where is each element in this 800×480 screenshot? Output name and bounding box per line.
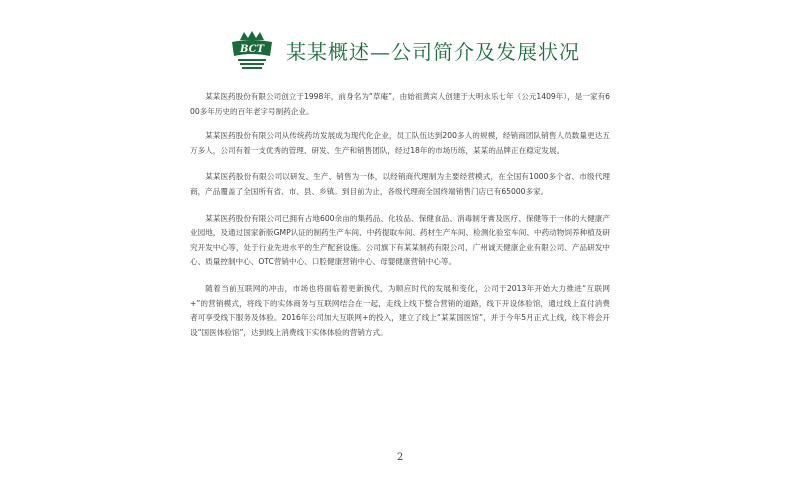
bct-logo xyxy=(228,30,276,70)
paragraph-distribution: 某某医药股份有限公司以研发、生产、销售为一体，以经销商代理制为主要经营模式，在全国有1000多个省、市级代理商，产品覆盖了全国所有省、市、县、乡镇。到目前为止，各级代理商全国终端销售门店已有65000多家。 xyxy=(190,172,610,196)
logo-text: BCT xyxy=(239,44,265,55)
page-header xyxy=(228,30,580,70)
paragraph-team: 某某医药股份有限公司从传统药坊发展成为现代化企业，员工队伍达到200多人的规模，经销商团队销售人员数量更达五万多人，公司有着一支优秀的管理、研发、生产和销售团队，经过18年的市场历练，某某的品牌正在稳定发展。 xyxy=(190,131,610,155)
bct-crest-icon xyxy=(228,30,276,70)
paragraph-facilities: 某某医药股份有限公司已拥有占地600余亩的集药品、化妆品、保健食品、消毒制牙膏及医疗、保健等于一体的大健康产业园地，及通过国家新版GMP认证的制药生产车间、中药提取车间、药材生产车间、检测化验室车间、中药动物饲养种植及研究开发中心等，处于行业先进水平的生产配套设施。公司旗下有某某制药有限公司、广州诚天健康企业有限公司、产品研发中心、质量控制中心、OTC营销中心、口腔健康营销中心、母婴健康营销中心等。 xyxy=(190,213,610,267)
page-number: 2 xyxy=(396,452,404,463)
page-title: 某某概述—公司简介及发展状况 xyxy=(286,39,580,64)
paragraph-internet-strategy: 随着当前互联网的冲击，市场也将面临着更新换代，为顺应时代的发展和变化，公司于2013年开始大力推进“互联网+”的营销模式，将线下的实体商务与互联网结合在一起，走线上线下整合营销的道路，线下开设体验馆，通过线上直付消费者可享受线下服务及体验。2016年公司加大互联网+的投入，建立了线上“某某国医馆”，并于今年5月正式上线，线下将会开设“国医体验馆”，达到线上消费线下实体体验的营销方式。 xyxy=(190,283,610,337)
document-body xyxy=(190,90,610,352)
paragraph-history: 某某医药股份有限公司创立于1998年，前身名为“草庵”，由始祖黄宾人创建于大明永乐七年（公元1409年），是一家有600多年历史的百年老字号制药企业。 xyxy=(190,92,610,116)
